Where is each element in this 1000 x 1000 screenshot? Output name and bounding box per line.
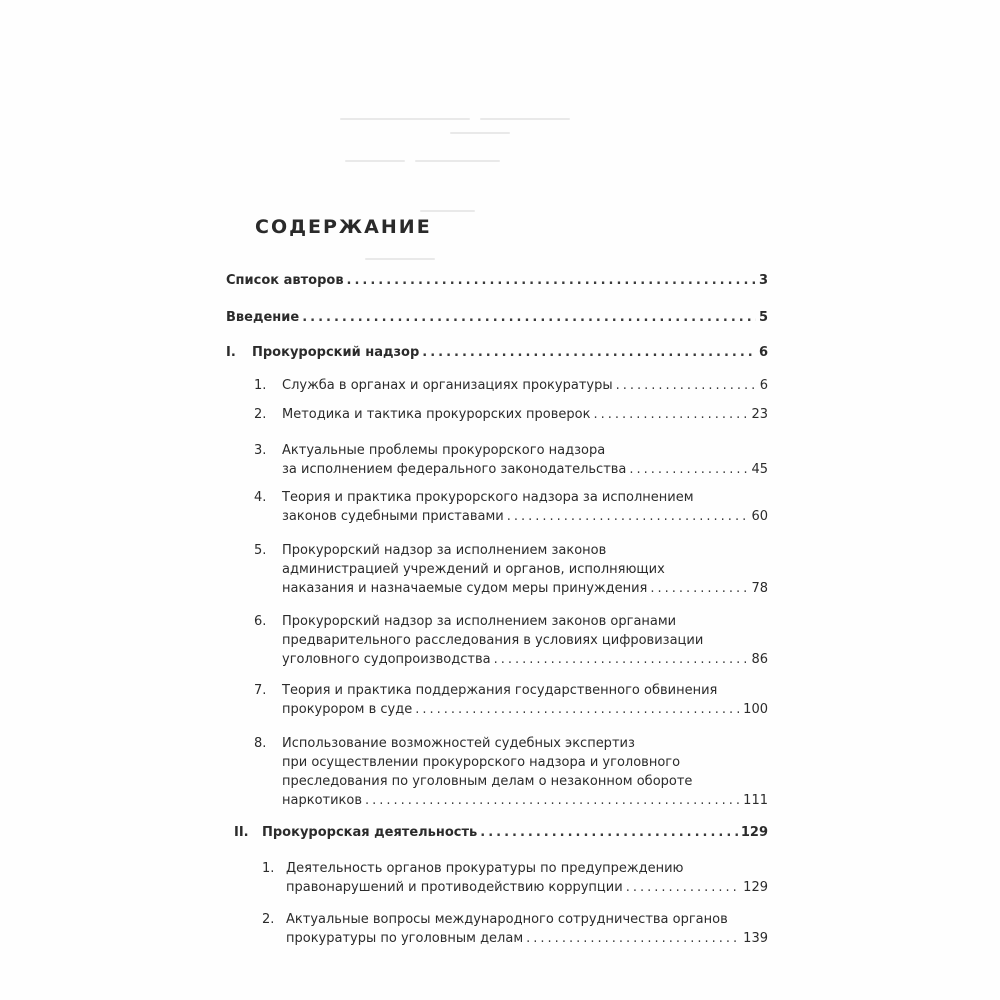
toc-entry-number: 1.: [254, 378, 267, 393]
toc-entry-number: 4.: [254, 490, 267, 505]
toc-page-number: 45: [751, 462, 768, 477]
toc-entry-title-line: Актуальные проблемы прокурорского надзора: [282, 443, 606, 458]
toc-section-2[interactable]: [234, 823, 768, 842]
toc-entry-title-line: Прокурорский надзор за исполнением законов органами: [282, 614, 677, 629]
dot-leader: [494, 650, 749, 669]
toc-entry-text: [282, 441, 768, 479]
toc-entry-title-line: Теория и практика поддержания государственного обвинения: [282, 683, 718, 698]
toc-entry-text: [286, 859, 768, 897]
toc-entry-1-5[interactable]: [254, 541, 768, 598]
bleed-through-mark: [340, 118, 470, 120]
toc-entry-text: [282, 405, 768, 424]
dot-leader: [650, 579, 748, 598]
toc-entry-title-line: Введение: [226, 310, 300, 325]
dot-leader: [526, 929, 740, 948]
toc-entry-title-line: законов судебными приставами: [282, 509, 504, 524]
dot-leader: [480, 823, 738, 842]
toc-entry-text: [252, 343, 768, 362]
bleed-through-mark: [480, 118, 570, 120]
toc-entry-text: [286, 910, 768, 948]
toc-entry-title-line: Прокурорский надзор за исполнением законов: [282, 543, 607, 558]
toc-entry-title-line: за исполнением федерального законодательства: [282, 462, 627, 477]
toc-entry-title-line: наказания и назначаемые судом меры принуждения: [282, 581, 648, 596]
toc-page-number: 60: [751, 509, 768, 524]
toc-entry-text: [226, 271, 768, 290]
dot-leader: [626, 878, 740, 897]
toc-page-number: 5: [758, 310, 768, 325]
toc-entry-number: 7.: [254, 683, 267, 698]
toc-entry-title-line: прокуратуры по уголовным делам: [286, 931, 524, 946]
toc-entry-text: [262, 823, 768, 842]
toc-page-number: 111: [743, 793, 768, 808]
toc-page-number: 86: [751, 652, 768, 667]
toc-entry-number: 5.: [254, 543, 267, 558]
bleed-through-mark: [365, 258, 435, 260]
dot-leader: [365, 791, 740, 810]
dot-leader: [616, 376, 757, 395]
toc-entry-title-line: Деятельность органов прокуратуры по предупреждению: [286, 861, 684, 876]
toc-section-1[interactable]: [226, 343, 768, 362]
toc-entry-1-8[interactable]: [254, 734, 768, 810]
dot-leader: [422, 343, 756, 362]
toc-entry-1-3[interactable]: [254, 441, 768, 479]
toc-entry-title-line: предварительного расследования в условиях цифровизации: [282, 633, 704, 648]
toc-entry-title-line: Использование возможностей судебных экспертиз: [282, 736, 635, 751]
toc-page-number: 129: [740, 825, 768, 840]
toc-page-number: 6: [758, 345, 768, 360]
toc-page-number: 139: [743, 931, 768, 946]
bleed-through-mark: [415, 160, 500, 162]
toc-entry-text: [282, 734, 768, 810]
toc-entry-title-line: наркотиков: [282, 793, 363, 808]
dot-leader: [302, 308, 756, 327]
toc-entry-title-line: Методика и тактика прокурорских проверок: [282, 407, 591, 422]
toc-entry-title-line: Прокурорский надзор: [252, 345, 420, 360]
dot-leader: [347, 271, 756, 290]
dot-leader: [507, 507, 749, 526]
toc-entry-text: [282, 376, 768, 395]
toc-entry-text: [282, 681, 768, 719]
toc-entry-number: 6.: [254, 614, 267, 629]
toc-entry-1-2[interactable]: [254, 405, 768, 424]
toc-page-number: 129: [743, 880, 768, 895]
toc-entry-title-line: Актуальные вопросы международного сотрудничества органов: [286, 912, 728, 927]
toc-page-number: 6: [759, 378, 768, 393]
toc-entry-title-line: уголовного судопроизводства: [282, 652, 491, 667]
toc-entry-title-line: при осуществлении прокурорского надзора и уголовного: [282, 755, 681, 770]
toc-entry-text: [282, 612, 768, 669]
toc-entry-title-line: Теория и практика прокурорского надзора за исполнением: [282, 490, 694, 505]
toc-entry-number: 2.: [254, 407, 267, 422]
toc-entry-text: [282, 541, 768, 598]
toc-page-number: 78: [751, 581, 768, 596]
dot-leader: [629, 460, 748, 479]
toc-page-number: 3: [758, 273, 768, 288]
toc-entry-introduction[interactable]: [226, 308, 768, 327]
toc-page-number: 23: [751, 407, 768, 422]
toc-entry-number: 1.: [262, 861, 275, 876]
toc-page-number: 100: [743, 702, 768, 717]
toc-entry-1-1[interactable]: [254, 376, 768, 395]
toc-entry-number: I.: [226, 345, 236, 360]
page-title: СОДЕРЖАНИЕ: [255, 216, 432, 238]
toc-entry-title-line: преследования по уголовным делам о незаконном обороте: [282, 774, 693, 789]
toc-entry-title-line: прокурором в суде: [282, 702, 413, 717]
dot-leader: [593, 405, 748, 424]
toc-entry-number: 2.: [262, 912, 275, 927]
dot-leader: [415, 700, 740, 719]
bleed-through-mark: [420, 210, 475, 212]
bleed-through-mark: [345, 160, 405, 162]
toc-entry-title-line: правонарушений и противодействию коррупции: [286, 880, 623, 895]
toc-entry-text: [282, 488, 768, 526]
toc-entry-title-line: Служба в органах и организациях прокуратуры: [282, 378, 613, 393]
toc-entry-authors[interactable]: [226, 271, 768, 290]
toc-entry-1-6[interactable]: [254, 612, 768, 669]
toc-entry-title-line: Список авторов: [226, 273, 344, 288]
toc-entry-number: II.: [234, 825, 249, 840]
toc-entry-1-4[interactable]: [254, 488, 768, 526]
toc-entry-text: [226, 308, 768, 327]
toc-entry-number: 3.: [254, 443, 267, 458]
toc-entry-2-2[interactable]: [262, 910, 768, 948]
toc-entry-1-7[interactable]: [254, 681, 768, 719]
toc-entry-title-line: Прокурорская деятельность: [262, 825, 478, 840]
toc-entry-2-1[interactable]: [262, 859, 768, 897]
toc-entry-number: 8.: [254, 736, 267, 751]
toc-entry-title-line: администрацией учреждений и органов, исполняющих: [282, 562, 665, 577]
bleed-through-mark: [450, 132, 510, 134]
